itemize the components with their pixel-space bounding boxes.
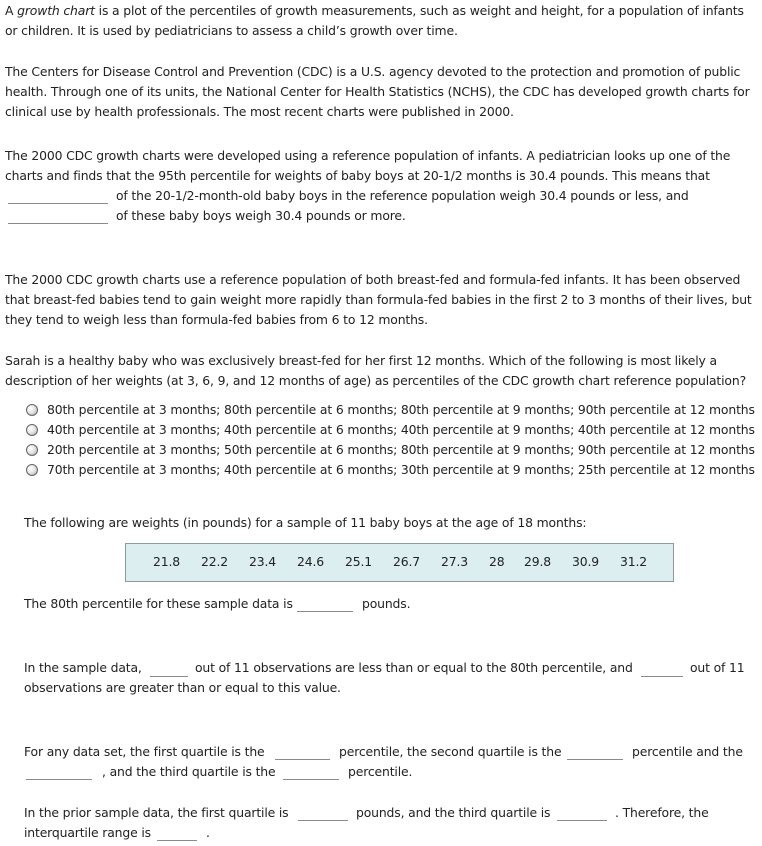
iqr-text-c: . Therefore, the [615, 805, 709, 820]
option-label[interactable]: 20th percentile at 3 months; 50th percentile at 6 months; 80th percentile at 9 months; 90th percentile at 12 months [47, 442, 755, 457]
iqr-text-d: interquartile range is [24, 825, 151, 840]
intro-text: A [5, 3, 18, 18]
q2-paragraph-2-line-1: Sarah is a healthy baby who was exclusively breast-fed for her first 12 months. Which of the following is most likely a [5, 353, 717, 368]
p80-answer-blank[interactable] [297, 611, 353, 612]
weight-value: 24.6 [297, 554, 324, 569]
p80-text-pre: The 80th percentile for these sample data is [24, 596, 293, 611]
obs-text-line-2: observations are greater than or equal to this value. [24, 680, 341, 695]
second-quartile-name-blank[interactable] [26, 779, 92, 780]
q2-paragraph-2-line-2: description of her weights (at 3, 6, 9, and 12 months of age) as percentiles of the CDC growth chart reference population? [5, 373, 746, 388]
intro-paragraph-2-line-3: clinical use by health professionals. The most recent charts were published in 2000. [5, 104, 514, 119]
intro-paragraph-2-line-1: The Centers for Disease Control and Prevention (CDC) is a U.S. agency devoted to the protection and promotion of public [5, 64, 741, 79]
obs-less-blank[interactable] [150, 676, 188, 677]
q1-blank-percent-more[interactable] [8, 223, 108, 224]
weight-value: 27.3 [441, 554, 468, 569]
obs-text-post: out of 11 [690, 660, 745, 675]
q1-blank-percent-less[interactable] [8, 203, 108, 204]
iqr-value-blank[interactable] [157, 840, 197, 841]
growth-chart-term: growth chart [17, 3, 95, 18]
quartile-text-a: For any data set, the first quartile is the [24, 744, 265, 759]
q2-paragraph-1-line-1: The 2000 CDC growth charts use a reference population of both breast-fed and formula-fed infants. It has been observed [5, 272, 741, 287]
first-quartile-value-blank[interactable] [298, 820, 348, 821]
quartile-text-c: percentile and the [632, 744, 743, 759]
quartile-text-b: percentile, the second quartile is the [339, 744, 562, 759]
iqr-text-e: . [206, 825, 210, 840]
weight-value: 23.4 [249, 554, 276, 569]
q2-paragraph-1-line-2: that breast-fed babies tend to gain weight more rapidly than formula-fed babies in the first 2 to 3 months of their lives, but [5, 292, 752, 307]
weight-value: 26.7 [393, 554, 420, 569]
intro-paragraph-1-line-2: or children. It is used by pediatricians to assess a child’s growth over time. [5, 23, 458, 38]
quartile-text-e: percentile. [348, 764, 413, 779]
option-label[interactable]: 80th percentile at 3 months; 80th percentile at 6 months; 80th percentile at 9 months; 90th percentile at 12 months [47, 402, 755, 417]
radio-button-icon[interactable] [26, 464, 38, 476]
p80-text-post: pounds. [362, 596, 411, 611]
intro-paragraph-1-line-1 [5, 1, 744, 21]
first-quartile-percentile-blank[interactable] [275, 759, 330, 760]
second-quartile-percentile-blank[interactable] [567, 759, 623, 760]
intro-paragraph-2-line-2: health. Through one of its units, the National Center for Health Statistics (NCHS), the CDC has developed growth charts for [5, 84, 750, 99]
iqr-text-b: pounds, and the third quartile is [356, 805, 551, 820]
q1-line-4: of these baby boys weigh 30.4 pounds or more. [116, 208, 406, 223]
weight-value: 31.2 [620, 554, 647, 569]
obs-text-pre: In the sample data, [24, 660, 142, 675]
option-label[interactable]: 70th percentile at 3 months; 40th percentile at 6 months; 30th percentile at 9 months; 25th percentile at 12 months [47, 462, 755, 477]
q1-line-2: charts and finds that the 95th percentile for weights of baby boys at 20-1/2 months is 30.4 pounds. This means that [5, 168, 710, 183]
q1-line-3: of the 20-1/2-month-old baby boys in the reference population weigh 30.4 pounds or less, and [116, 188, 689, 203]
weight-value: 28 [489, 554, 505, 569]
third-quartile-value-blank[interactable] [557, 820, 607, 821]
third-quartile-percentile-blank[interactable] [283, 779, 339, 780]
q3-intro: The following are weights (in pounds) for a sample of 11 baby boys at the age of 18 months: [24, 515, 587, 530]
weight-value: 21.8 [153, 554, 180, 569]
weight-value: 29.8 [524, 554, 551, 569]
intro-text: is a plot of the percentiles of growth measurements, such as weight and height, for a population of infants [94, 3, 744, 18]
radio-button-icon[interactable] [26, 404, 38, 416]
obs-text-mid: out of 11 observations are less than or equal to the 80th percentile, and [195, 660, 633, 675]
quartile-text-d: , and the third quartile is the [102, 764, 276, 779]
q2-paragraph-1-line-3: they tend to weigh less than formula-fed babies from 6 to 12 months. [5, 312, 428, 327]
obs-greater-blank[interactable] [641, 676, 683, 677]
weights-data-table [125, 543, 674, 582]
radio-button-icon[interactable] [26, 424, 38, 436]
option-label[interactable]: 40th percentile at 3 months; 40th percentile at 6 months; 40th percentile at 9 months; 40th percentile at 12 months [47, 422, 755, 437]
weight-value: 30.9 [572, 554, 599, 569]
radio-button-icon[interactable] [26, 444, 38, 456]
weight-value: 22.2 [201, 554, 228, 569]
q1-line-1: The 2000 CDC growth charts were developed using a reference population of infants. A pediatrician looks up one of the [5, 148, 731, 163]
iqr-text-a: In the prior sample data, the first quartile is [24, 805, 289, 820]
weight-value: 25.1 [345, 554, 372, 569]
